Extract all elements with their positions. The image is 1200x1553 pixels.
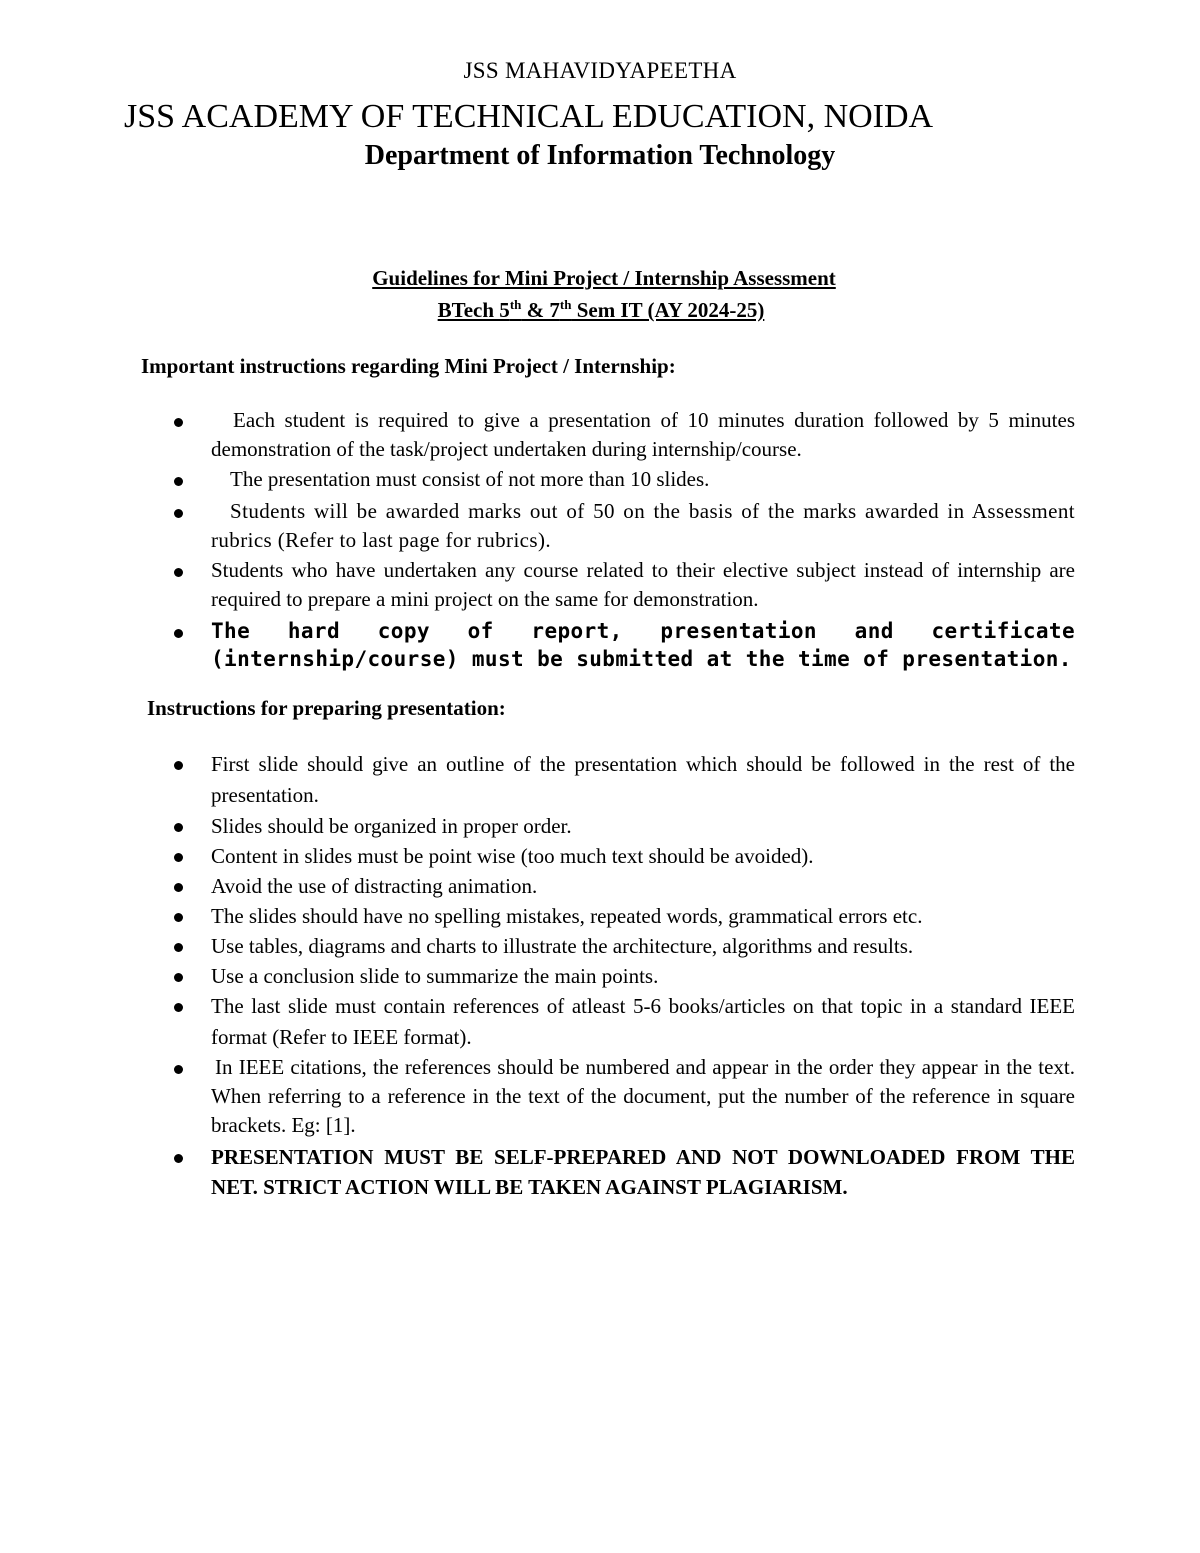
list-item <box>0 465 1200 494</box>
bullet-icon <box>174 477 183 486</box>
bullet-icon <box>174 973 183 982</box>
list-item <box>0 931 1200 961</box>
bullet-icon <box>174 1154 183 1163</box>
bullet-icon <box>174 418 183 427</box>
department-name: Department of Information Technology <box>364 140 836 171</box>
bullet-icon <box>174 568 183 577</box>
list-item <box>0 1053 1200 1140</box>
list-item <box>0 991 1200 1053</box>
list-item <box>0 406 1200 464</box>
list-item-text: Avoid the use of distracting animation. <box>211 874 538 898</box>
bullet-icon <box>174 823 183 832</box>
list-item <box>0 811 1200 841</box>
list-item-text: The last slide must contain references of atleast 5-6 books/articles on that topic in a standard IEEE format (Refer to IEEE format). <box>211 994 1075 1049</box>
list-item <box>0 871 1200 901</box>
section-heading-presentation: Instructions for preparing presentation: <box>147 696 506 720</box>
list-item-text: Content in slides must be point wise (too much text should be avoided). <box>211 844 814 868</box>
subtitle-prefix: BTech 5 <box>437 298 510 322</box>
section-heading-instructions: Important instructions regarding Mini Project / Internship: <box>141 354 676 378</box>
bullet-icon <box>174 761 183 770</box>
list-item-text: PRESENTATION MUST BE SELF-PREPARED AND NOT DOWNLOADED FROM THE NET. STRICT ACTION WILL BE TAKEN AGAINST PLAGIARISM. <box>211 1145 1075 1199</box>
bullet-icon <box>174 913 183 922</box>
bullet-icon <box>174 1003 183 1012</box>
list-item <box>0 749 1200 811</box>
list-item-text: In IEEE citations, the references should be numbered and appear in the order they appear in the text. When referring to a reference in the text of the document, put the number of the reference in square brackets. Eg: [1]. <box>211 1055 1075 1137</box>
list-item <box>0 841 1200 871</box>
institute-name: JSS ACADEMY OF TECHNICAL EDUCATION, NOIDA <box>124 98 934 135</box>
list-item-text: Each student is required to give a presentation of 10 minutes duration followed by 5 minutes demonstration of the task/project undertaken during internship/course. <box>211 408 1075 461</box>
bullet-icon <box>174 883 183 892</box>
list-item-text: First slide should give an outline of the presentation which should be followed in the rest of the presentation. <box>211 752 1075 807</box>
list-item <box>0 497 1200 555</box>
organization-name: JSS MAHAVIDYAPEETHA <box>463 58 737 83</box>
list-item <box>0 556 1200 614</box>
list-item-text: Students who have undertaken any course related to their elective subject instead of internship are required to prepare a mini project on the same for demonstration. <box>211 558 1075 611</box>
list-item <box>0 961 1200 991</box>
list-item-text: The slides should have no spelling mistakes, repeated words, grammatical errors etc. <box>211 904 923 928</box>
bullet-icon <box>174 629 183 638</box>
list-item-text: Use tables, diagrams and charts to illustrate the architecture, algorithms and results. <box>211 934 914 958</box>
presentation-instructions-list <box>0 749 1200 1202</box>
subtitle-suffix: Sem IT (AY 2024-25) <box>571 298 765 322</box>
list-item-text: Use a conclusion slide to summarize the main points. <box>211 964 659 988</box>
bullet-icon <box>174 1065 183 1074</box>
bullet-icon <box>174 943 183 952</box>
list-item <box>0 1142 1200 1202</box>
list-item-text: Students will be awarded marks out of 50 on the basis of the marks awarded in Assessment rubrics (Refer to last page for rubrics). <box>211 499 1075 552</box>
subtitle-sup-1: th <box>509 297 522 312</box>
subtitle-mid: & 7 <box>521 298 560 322</box>
list-item <box>0 617 1200 673</box>
list-item-text: The presentation must consist of not more than 10 slides. <box>230 467 710 491</box>
subtitle-sup-2: th <box>559 297 572 312</box>
list-item-text: Slides should be organized in proper order. <box>211 814 572 838</box>
bullet-icon <box>174 853 183 862</box>
list-item-text: The hard copy of report, presentation and certificate (internship/course) must be submitted at the time of presentation. <box>211 619 1075 671</box>
guidelines-title: Guidelines for Mini Project / Internship Assessment <box>372 266 836 290</box>
bullet-icon <box>174 509 183 518</box>
list-item <box>0 901 1200 931</box>
guidelines-subtitle <box>0 298 1200 323</box>
instructions-list <box>0 406 1200 673</box>
